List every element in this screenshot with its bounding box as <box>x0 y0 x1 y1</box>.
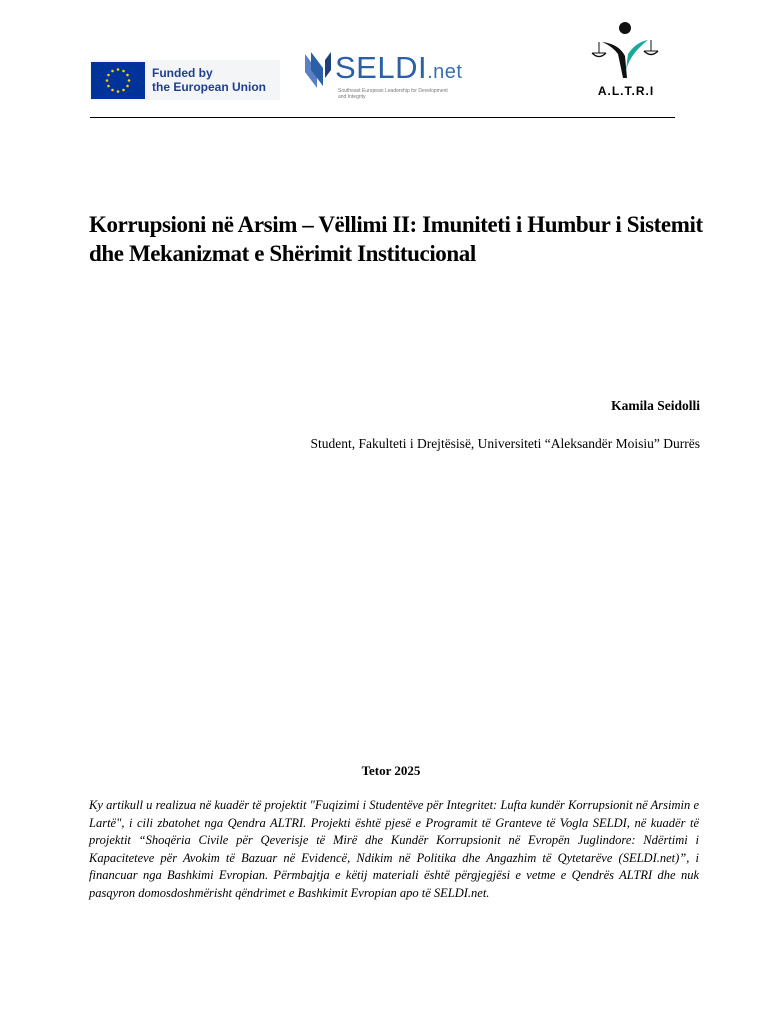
altri-logo <box>588 20 664 102</box>
eu-flag-icon <box>91 62 145 99</box>
funding-disclaimer: Ky artikull u realizua në kuadër të projektit "Fuqizimi i Studentëve për Integritet: Lufta kundër Korrupsionit në Arsimin e Lartë", i cili zbatohet nga Qendra ALTRI. Projekti është pjesë e Programit të Granteve të Vogla SELDI, në kuadër të projektit “Shoqëria Civile për Qeverisje të Mirë dhe Kundër Korrupsionit në Evropën Juglindore: Ndërtimi i Kapaciteteve për Avokim të Bazuar në Evidencë, Ndikim në Politika dhe Angazhim të Qytetarëve (SELDI.net)”, i financuar nga Bashkimi Evropian. Përmbajtja e këtij materiali është përgjegjësi e vetme e Qendrës ALTRI dhe nuk pasqyron domosdoshmërisht qëndrimet e Bashkimit Evropian apo të SELDI.net. <box>89 798 699 900</box>
author-affiliation: Student, Fakulteti i Drejtësisë, Universiteti “Aleksandër Moisiu” Durrës <box>310 436 700 451</box>
seldi-brand-text: SELDI <box>335 50 428 85</box>
justice-scales-icon <box>588 20 664 84</box>
seldi-shield-icon <box>303 50 335 90</box>
eu-logo-line2: the European Union <box>152 80 266 94</box>
header-rule <box>90 117 675 118</box>
eu-logo-line1: Funded by <box>152 66 213 80</box>
document-title: Korrupsioni në Arsim – Vëllimi II: Imuniteti i Humbur i Sistemit dhe Mekanizmat e Shërimit Institucional <box>89 212 703 266</box>
altri-name: A.L.T.R.I <box>597 84 655 98</box>
publication-date: Tetor 2025 <box>361 763 421 778</box>
seldi-brand-suffix: .net <box>427 61 463 83</box>
seldi-logo <box>303 48 473 104</box>
seldi-tagline: Southeast European Leadership for Development and Integrity <box>338 88 448 100</box>
author-name: Kamila Seidolli <box>611 398 700 413</box>
eu-funding-logo <box>90 60 280 100</box>
